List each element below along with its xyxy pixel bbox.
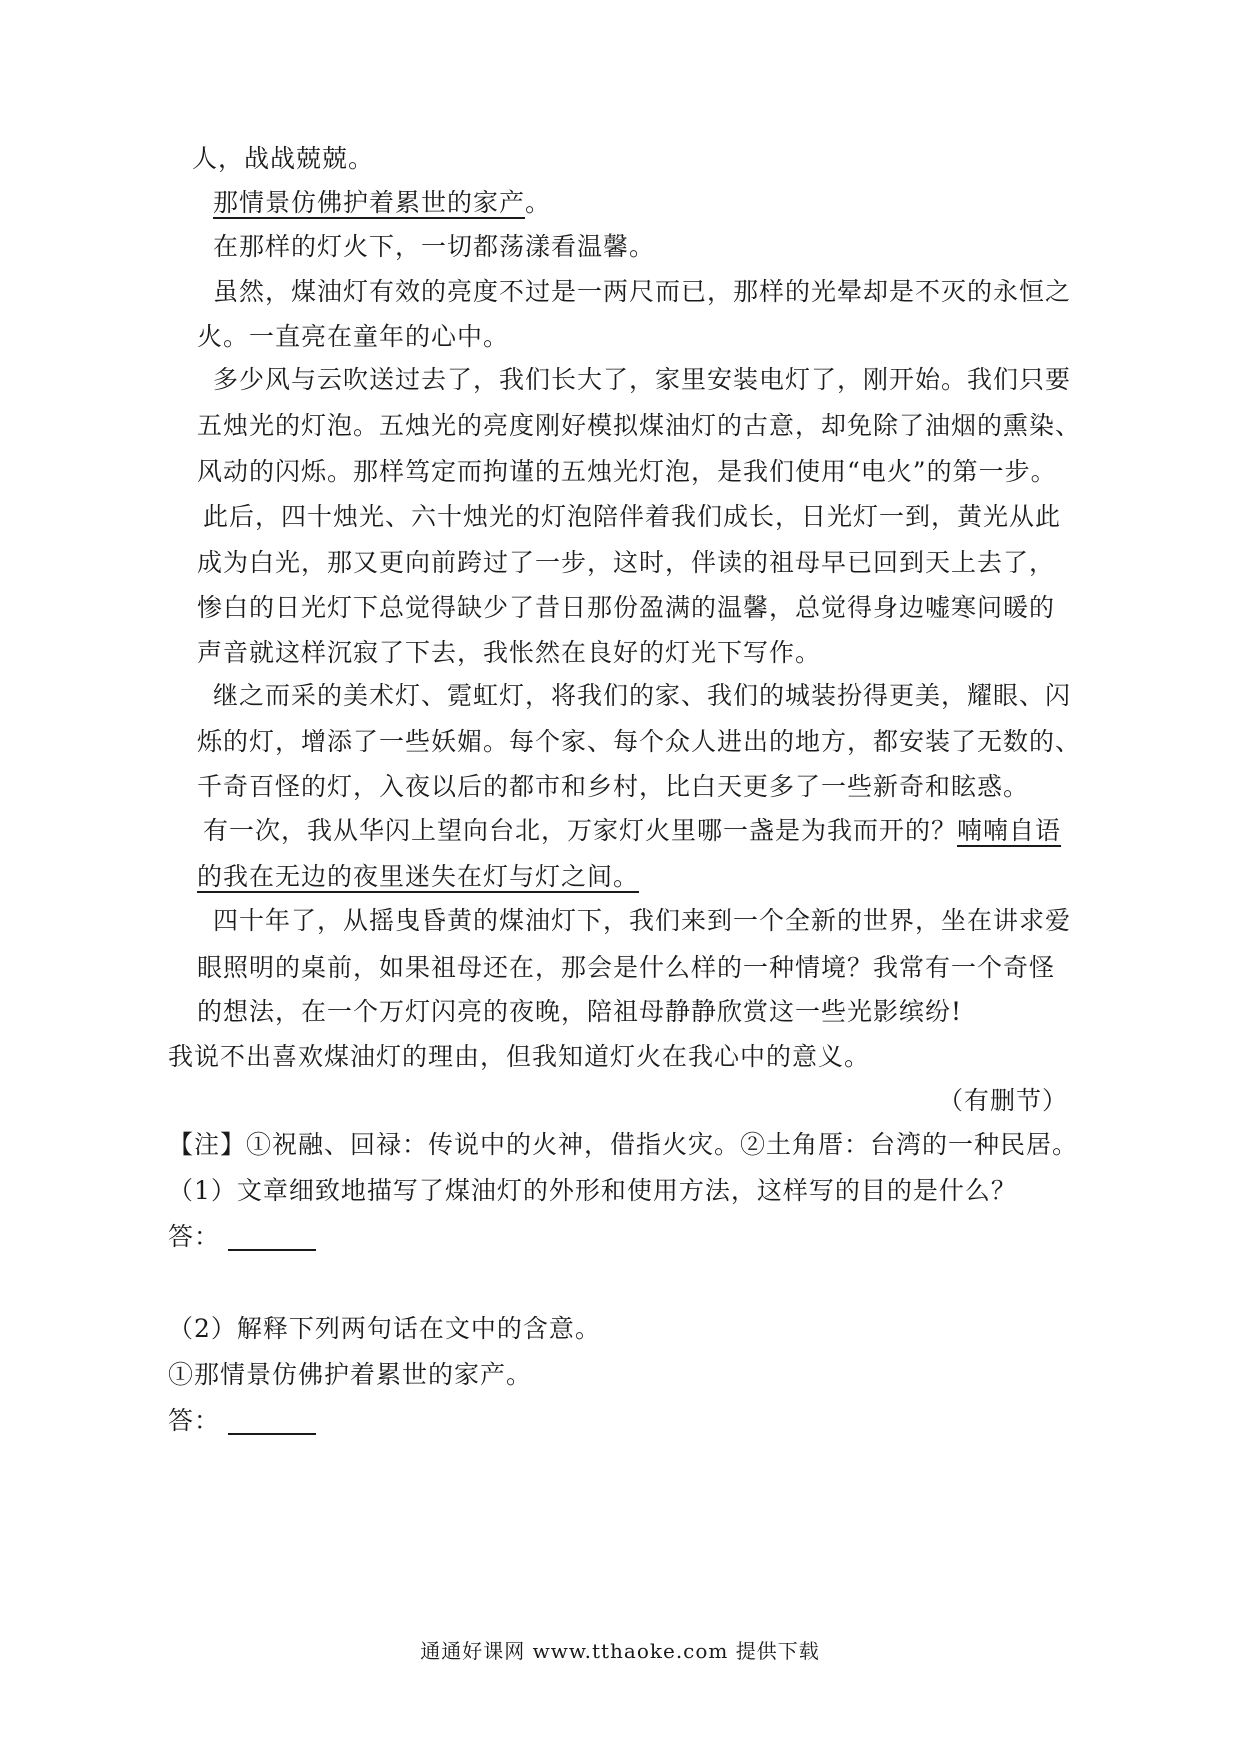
passage-line-13: 继之而采的美术灯、霓虹灯，将我们的家、我们的城装扮得更美，耀眼、闪 xyxy=(213,681,1072,710)
underlined-sentence-2-start: 喃喃自语 xyxy=(957,816,1062,845)
passage-line-18: 四十年了，从摇曳昏黄的煤油灯下，我们来到一个全新的世界，坐在讲求爱 xyxy=(213,906,1072,935)
passage-line-3: 在那样的灯火下，一切都荡漾看温馨。 xyxy=(213,232,656,261)
passage-line-9: 此后，四十烛光、六十烛光的灯泡陪伴着我们成长，日光灯一到，黄光从此 xyxy=(203,502,1062,531)
question-2: （2）解释下列两句话在文中的含意。 xyxy=(168,1314,601,1343)
answer-blank-1 xyxy=(228,1249,316,1251)
passage-line-5: 火。一直亮在童年的心中。 xyxy=(197,322,510,351)
passage-line-16 xyxy=(203,814,1061,848)
question-1: （1）文章细致地描写了煤油灯的外形和使用方法，这样写的目的是什么？ xyxy=(168,1176,1017,1205)
footnote: 【注】①祝融、回禄：传说中的火神，借指火灾。②土角厝：台湾的一种民居。 xyxy=(168,1130,1079,1159)
passage-line-16-text: 有一次，我从华闪上望向台北，万家灯火里哪一盏是为我而开的？ xyxy=(203,816,958,845)
answer-row-2 xyxy=(168,1404,316,1438)
answer-label: 答： xyxy=(168,1222,221,1251)
passage-line-19: 眼照明的桌前，如果祖母还在，那会是什么样的一种情境？我常有一个奇怪 xyxy=(197,953,1056,982)
underlined-sentence-1: 那情景仿佛护着累世的家产 xyxy=(213,188,526,217)
answer-blank-2 xyxy=(228,1433,316,1435)
passage-line-6: 多少风与云吹送过去了，我们长大了，家里安装电灯了，刚开始。我们只要 xyxy=(213,365,1072,394)
passage-line-8: 风动的闪烁。那样笃定而拘谨的五烛光灯泡，是我们使用“电火”的第一步。 xyxy=(197,457,1057,486)
passage-line-14: 烁的灯，增添了一些妖媚。每个家、每个众人进出的地方，都安装了无数的、 xyxy=(197,727,1082,756)
answer-row-1 xyxy=(168,1220,316,1254)
passage-line-12: 声音就这样沉寂了下去，我怅然在良好的灯光下写作。 xyxy=(197,638,822,667)
passage-line-4: 虽然，煤油灯有效的亮度不过是一两尺而已，那样的光晕却是不灭的永恒之 xyxy=(213,277,1072,306)
passage-line-7: 五烛光的灯泡。五烛光的亮度刚好模拟煤油灯的古意，却免除了油烟的熏染、 xyxy=(197,411,1082,440)
question-2-sub-1: ①那情景仿佛护着累世的家产。 xyxy=(168,1360,533,1389)
page-footer: 通通好课网 www.tthaoke.com 提供下载 xyxy=(420,1639,820,1663)
passage-line-11: 惨白的日光灯下总觉得缺少了昔日那份盈满的温馨，总觉得身边嘘寒问暖的 xyxy=(197,593,1056,622)
source-note: （有删节） xyxy=(938,1086,1069,1115)
passage-line-20: 的想法，在一个万灯闪亮的夜晚，陪祖母静静欣赏这一些光影缤纷! xyxy=(197,997,963,1026)
passage-line-10: 成为白光，那又更向前跨过了一步，这时，伴读的祖母早已回到天上去了， xyxy=(197,548,1056,577)
passage-line-15: 千奇百怪的灯，入夜以后的都市和乡村，比白天更多了一些新奇和眩惑。 xyxy=(197,772,1030,801)
passage-line-2 xyxy=(213,186,551,220)
answer-label: 答： xyxy=(168,1406,221,1435)
underlined-sentence-2-end: 的我在无边的夜里迷失在灯与灯之间。 xyxy=(197,862,640,891)
passage-line-2-end: 。 xyxy=(525,188,552,217)
passage-line-17 xyxy=(197,860,639,894)
passage-line-1: 人，战战兢兢。 xyxy=(192,144,375,173)
passage-line-21: 我说不出喜欢煤油灯的理由，但我知道灯火在我心中的意义。 xyxy=(168,1042,871,1071)
